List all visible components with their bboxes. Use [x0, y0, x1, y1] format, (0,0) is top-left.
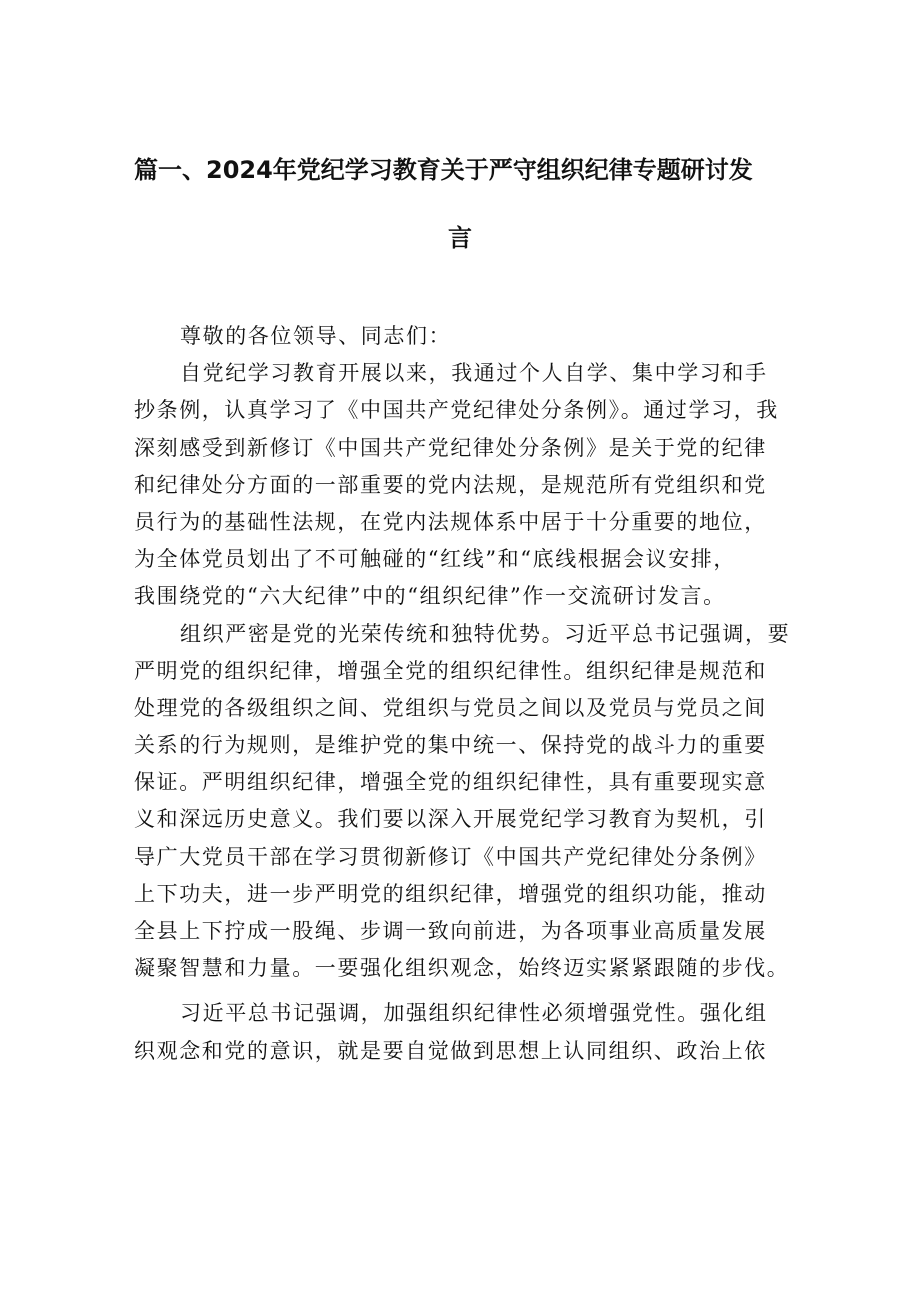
paragraph-line: 处理党的各级组织之间、党组织与党员之间以及党员与党员之间 — [134, 695, 767, 720]
paragraph-line: 织观念和党的意识，就是要自觉做到思想上认同组织、政治上依 — [134, 1038, 767, 1063]
greeting: 尊敬的各位领导、同志们： — [180, 324, 452, 348]
paragraph-line: 组织严密是党的光荣传统和独特优势。习近平总书记强调，要 — [180, 621, 791, 646]
paragraph-gap — [134, 987, 794, 995]
paragraph-line: 保证。严明组织纪律，增强全党的组织纪律性，具有重要现实意 — [134, 770, 767, 795]
paragraph-line: 自党纪学习教育开展以来，我通过个人自学、集中学习和手 — [180, 361, 768, 386]
paragraph-line: 为全体党员划出了不可触碰的“红线”和“底线根据会议安排， — [134, 547, 737, 572]
paragraph-line: 习近平总书记强调，加强组织纪律性必须增强党性。强化组 — [180, 1001, 768, 1026]
paragraph-line: 员行为的基础性法规，在党内法规体系中居于十分重要的地位， — [134, 509, 767, 534]
document-body — [134, 318, 794, 1070]
paragraph-line: 义和深远历史意义。我们要以深入开展党纪学习教育为契机，引 — [134, 807, 767, 832]
paragraph-line: 关系的行为规则，是维护党的集中统一、保持党的战斗力的重要 — [134, 733, 767, 758]
paragraph-line: 上下功夫，进一步严明党的组织纪律，增强党的组织功能，推动 — [134, 881, 767, 906]
paragraph-line: 导广大党员干部在学习贯彻新修订《中国共产党纪律处分条例》 — [134, 844, 767, 869]
document-title: 篇一、2024年党纪学习教育关于严守组织纪律专题研讨发 — [134, 156, 753, 184]
paragraph-2 — [134, 616, 794, 988]
paragraph-3 — [134, 995, 794, 1069]
paragraph-line: 和纪律处分方面的一部重要的党内法规，是规范所有党组织和党 — [134, 472, 767, 497]
document-title-continuation: 言 — [448, 224, 472, 252]
paragraph-line: 抄条例，认真学习了《中国共产党纪律处分条例》。通过学习，我 — [134, 398, 779, 423]
paragraph-line: 凝聚智慧和力量。一要强化组织观念，始终迈实紧紧跟随的步伐。 — [134, 956, 790, 981]
paragraph-line: 严明党的组织纪律，增强全党的组织纪律性。组织纪律是规范和 — [134, 658, 767, 683]
paragraph-line: 全县上下拧成一股绳、步调一致向前进，为各项事业高质量发展 — [134, 919, 767, 943]
paragraph-line: 深刻感受到新修订《中国共产党纪律处分条例》是关于党的纪律 — [134, 435, 767, 460]
paragraph-line: 我围绕党的“六大纪律”中的“组织纪律”作一交流研讨发言。 — [134, 584, 726, 609]
paragraph-1 — [134, 355, 794, 615]
